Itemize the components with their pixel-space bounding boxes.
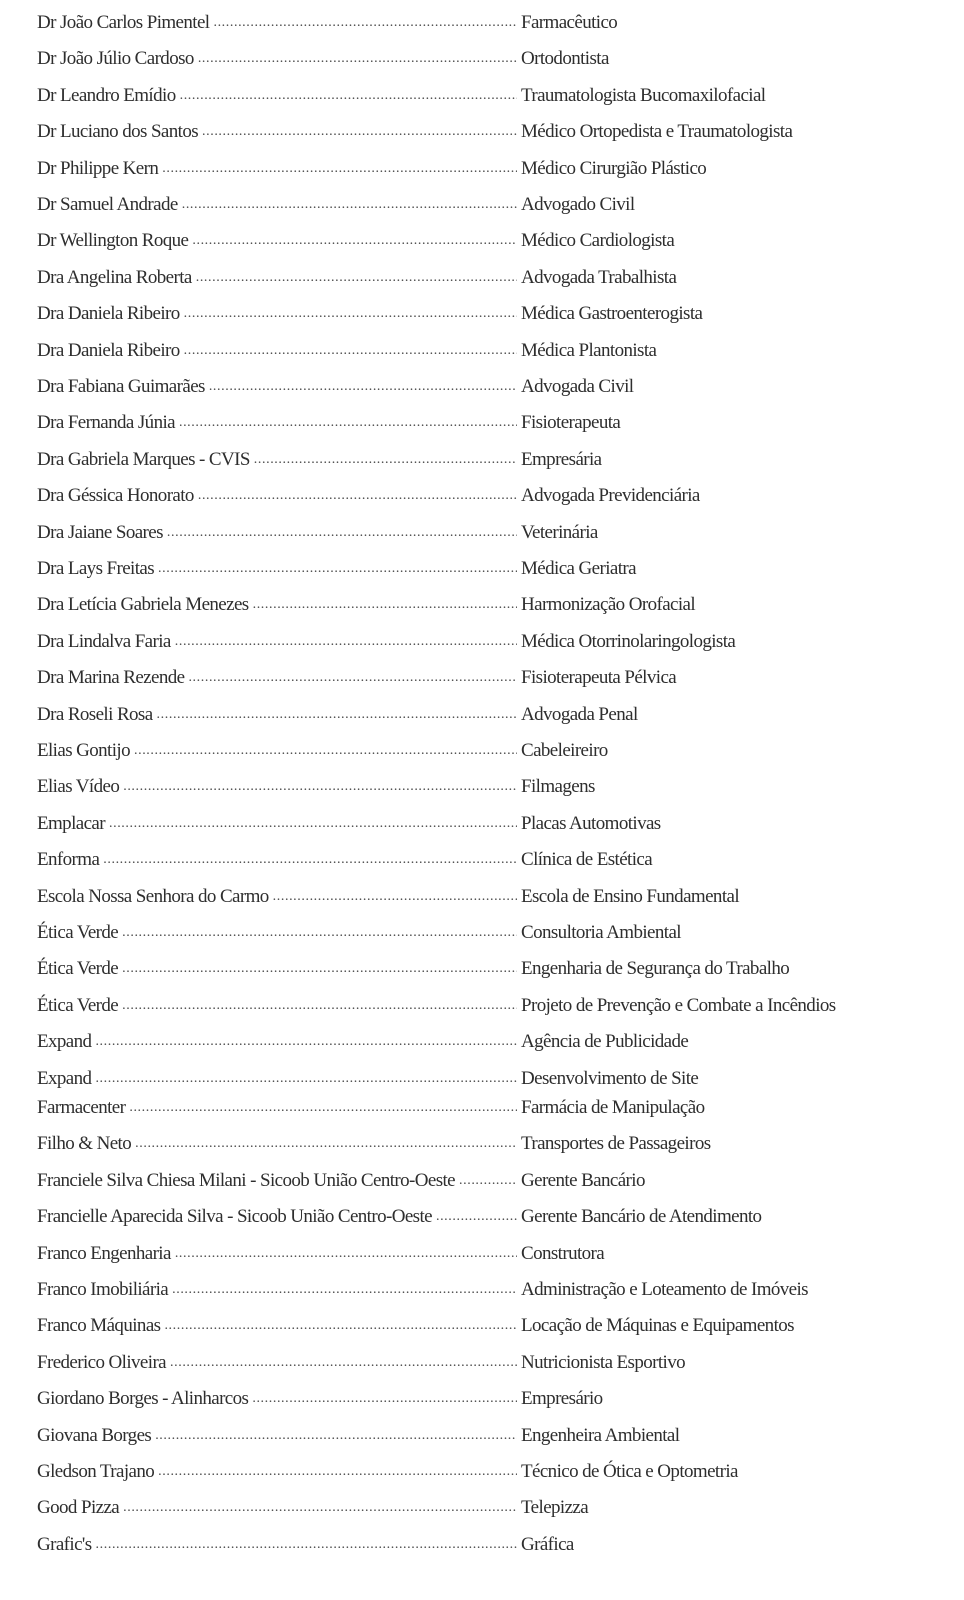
entry-name: Expand bbox=[37, 1029, 95, 1055]
dot-leader bbox=[95, 1029, 517, 1055]
entry-left bbox=[37, 1241, 517, 1267]
entry-role: Fisioterapeuta Pélvica bbox=[521, 667, 677, 689]
entry-left bbox=[37, 884, 517, 910]
directory-entry bbox=[37, 1495, 937, 1521]
entry-name: Elias Vídeo bbox=[37, 774, 123, 800]
directory-entry bbox=[37, 1277, 937, 1303]
entry-name: Emplacar bbox=[37, 811, 109, 837]
dot-leader bbox=[188, 665, 517, 691]
entry-role: Advogada Trabalhista bbox=[521, 266, 677, 288]
entry-role: Gráfica bbox=[521, 1533, 574, 1555]
directory-entry bbox=[37, 884, 937, 910]
dot-leader bbox=[254, 447, 517, 473]
entry-left bbox=[37, 46, 517, 72]
entry-name: Dra Fernanda Júnia bbox=[37, 410, 179, 436]
directory-entry bbox=[37, 156, 937, 182]
directory-entry bbox=[37, 847, 937, 873]
directory-entry bbox=[37, 265, 937, 291]
dot-leader bbox=[96, 1532, 517, 1558]
directory-entry bbox=[37, 1168, 937, 1194]
entry-left bbox=[37, 1459, 517, 1485]
entry-role: Traumatologista Bucomaxilofacial bbox=[521, 84, 766, 106]
directory-entry bbox=[37, 1095, 937, 1121]
entry-name: Ética Verde bbox=[37, 993, 122, 1019]
entry-role: Engenheira Ambiental bbox=[521, 1424, 680, 1446]
entry-role: Construtora bbox=[521, 1242, 605, 1264]
entry-role: Escola de Ensino Fundamental bbox=[521, 885, 740, 907]
entry-name: Giovana Borges bbox=[37, 1423, 155, 1449]
dot-leader bbox=[459, 1168, 517, 1194]
dot-leader bbox=[95, 1066, 517, 1092]
entry-left bbox=[37, 774, 517, 800]
entry-role: Médica Geriatra bbox=[521, 558, 636, 579]
entry-name: Franco Máquinas bbox=[37, 1313, 164, 1339]
entry-name: Dr João Júlio Cardoso bbox=[37, 46, 198, 72]
entry-name: Dra Daniela Ribeiro bbox=[37, 338, 184, 364]
entry-left bbox=[37, 1168, 517, 1194]
entry-role: Médica Gastroenterogista bbox=[521, 303, 703, 325]
directory-entry bbox=[37, 10, 937, 36]
directory-entry bbox=[37, 1029, 937, 1055]
entry-name: Farmacenter bbox=[37, 1095, 129, 1121]
entry-left bbox=[37, 1066, 517, 1092]
directory-entry bbox=[37, 556, 937, 582]
directory-entry bbox=[37, 738, 937, 764]
entry-role: Técnico de Ótica e Optometria bbox=[521, 1461, 738, 1482]
dot-leader bbox=[184, 338, 517, 364]
entry-name: Francielle Aparecida Silva - Sicoob União Centro-Oeste bbox=[37, 1204, 436, 1230]
dot-leader bbox=[164, 1313, 517, 1339]
entry-name: Dra Géssica Honorato bbox=[37, 483, 198, 509]
directory-entry bbox=[37, 993, 937, 1019]
entry-left bbox=[37, 119, 517, 145]
entry-left bbox=[37, 156, 517, 182]
entry-role: Médico Cardiologista bbox=[521, 230, 675, 252]
dot-leader bbox=[155, 1423, 517, 1449]
directory-entry bbox=[37, 629, 937, 655]
entry-name: Elias Gontijo bbox=[37, 738, 134, 764]
entry-left bbox=[37, 338, 517, 364]
entry-role: Projeto de Prevenção e Combate a Incêndios bbox=[521, 994, 836, 1016]
entry-left bbox=[37, 265, 517, 291]
entry-name: Dra Lays Freitas bbox=[37, 556, 158, 582]
dot-leader bbox=[122, 993, 517, 1019]
directory-entry bbox=[37, 920, 937, 946]
entry-role: Farmacêutico bbox=[521, 12, 618, 33]
directory-entry bbox=[37, 1241, 937, 1267]
entry-left bbox=[37, 10, 517, 36]
dot-leader bbox=[170, 1350, 517, 1376]
entry-role: Gerente Bancário bbox=[521, 1169, 645, 1191]
directory-entry bbox=[37, 1204, 937, 1230]
entry-role: Veterinária bbox=[521, 521, 598, 543]
entry-role: Empresário bbox=[521, 1388, 603, 1410]
dot-leader bbox=[134, 738, 517, 764]
dot-leader bbox=[182, 192, 517, 218]
entry-name: Dr João Carlos Pimentel bbox=[37, 10, 213, 36]
entry-left bbox=[37, 301, 517, 327]
entry-role: Administração e Loteamento de Imóveis bbox=[521, 1279, 808, 1300]
directory-entry bbox=[37, 1459, 937, 1485]
entry-role: Filmagens bbox=[521, 776, 595, 798]
entry-name: Good Pizza bbox=[37, 1495, 123, 1521]
entry-name: Giordano Borges - Alinharcos bbox=[37, 1386, 252, 1412]
entry-name: Dra Daniela Ribeiro bbox=[37, 301, 184, 327]
entry-role: Nutricionista Esportivo bbox=[521, 1351, 686, 1373]
entry-name: Ética Verde bbox=[37, 920, 122, 946]
directory-entry bbox=[37, 811, 937, 837]
entry-left bbox=[37, 1277, 517, 1303]
entry-left bbox=[37, 483, 517, 509]
entry-left bbox=[37, 520, 517, 546]
dot-leader bbox=[196, 265, 517, 291]
dot-leader bbox=[122, 920, 517, 946]
entry-role: Médica Plantonista bbox=[521, 339, 657, 361]
entry-left bbox=[37, 1029, 517, 1055]
entry-name: Escola Nossa Senhora do Carmo bbox=[37, 884, 273, 910]
entry-left bbox=[37, 993, 517, 1019]
dot-leader bbox=[180, 83, 517, 109]
entry-left bbox=[37, 738, 517, 764]
entry-name: Franciele Silva Chiesa Milani - Sicoob União Centro-Oeste bbox=[37, 1168, 459, 1194]
dot-leader bbox=[167, 520, 517, 546]
directory-entry bbox=[37, 956, 937, 982]
directory-entry bbox=[37, 46, 937, 72]
dot-leader bbox=[198, 46, 517, 72]
entry-left bbox=[37, 847, 517, 873]
entry-left bbox=[37, 629, 517, 655]
dot-leader bbox=[172, 1277, 517, 1303]
entry-name: Enforma bbox=[37, 847, 103, 873]
entry-left bbox=[37, 447, 517, 473]
entry-left bbox=[37, 83, 517, 109]
entry-left bbox=[37, 228, 517, 254]
dot-leader bbox=[192, 228, 517, 254]
directory-entry bbox=[37, 301, 937, 327]
dot-leader bbox=[123, 774, 517, 800]
entry-left bbox=[37, 374, 517, 400]
directory-entry bbox=[37, 1386, 937, 1412]
directory-entry bbox=[37, 338, 937, 364]
entry-role: Clínica de Estética bbox=[521, 849, 653, 871]
dot-leader bbox=[202, 119, 517, 145]
dot-leader bbox=[253, 592, 517, 618]
directory-entry bbox=[37, 774, 937, 800]
entry-role: Transportes de Passageiros bbox=[521, 1133, 711, 1155]
entry-role: Advogada Previdenciária bbox=[521, 485, 700, 507]
entry-role: Harmonização Orofacial bbox=[521, 594, 696, 616]
entry-left bbox=[37, 1204, 517, 1230]
entry-name: Dra Fabiana Guimarães bbox=[37, 374, 209, 400]
directory-entry bbox=[37, 83, 937, 109]
entry-left bbox=[37, 702, 517, 728]
entry-role: Fisioterapeuta bbox=[521, 412, 621, 434]
entry-left bbox=[37, 192, 517, 218]
dot-leader bbox=[198, 483, 517, 509]
directory-entry bbox=[37, 1532, 937, 1558]
dot-leader bbox=[184, 301, 517, 327]
directory-entry bbox=[37, 447, 937, 473]
entry-left bbox=[37, 1495, 517, 1521]
entry-left bbox=[37, 1386, 517, 1412]
dot-leader bbox=[179, 410, 517, 436]
dot-leader bbox=[158, 556, 517, 582]
entry-role: Engenharia de Segurança do Trabalho bbox=[521, 958, 790, 980]
dot-leader bbox=[135, 1131, 517, 1157]
entry-left bbox=[37, 665, 517, 691]
directory-entry bbox=[37, 1423, 937, 1449]
directory-entry bbox=[37, 520, 937, 546]
entry-left bbox=[37, 556, 517, 582]
dot-leader bbox=[103, 847, 517, 873]
entry-name: Dra Marina Rezende bbox=[37, 665, 188, 691]
directory-entry bbox=[37, 1313, 937, 1339]
dot-leader bbox=[109, 811, 517, 837]
entry-role: Farmácia de Manipulação bbox=[521, 1097, 705, 1118]
dot-leader bbox=[175, 629, 517, 655]
entry-role: Médico Cirurgião Plástico bbox=[521, 157, 707, 179]
entry-left bbox=[37, 920, 517, 946]
dot-leader bbox=[273, 884, 517, 910]
entry-name: Dra Letícia Gabriela Menezes bbox=[37, 592, 253, 618]
entry-role: Agência de Publicidade bbox=[521, 1031, 689, 1053]
entry-name: Dra Angelina Roberta bbox=[37, 265, 196, 291]
entry-role: Desenvolvimento de Site bbox=[521, 1067, 699, 1089]
dot-leader bbox=[252, 1386, 517, 1412]
entry-name: Dra Gabriela Marques - CVIS bbox=[37, 447, 254, 473]
entry-name: Gledson Trajano bbox=[37, 1459, 158, 1485]
entry-role: Advogada Civil bbox=[521, 376, 634, 397]
dot-leader bbox=[123, 1495, 517, 1521]
entry-name: Dr Samuel Andrade bbox=[37, 192, 182, 218]
directory-entry bbox=[37, 592, 937, 618]
entry-name: Dra Jaiane Soares bbox=[37, 520, 167, 546]
entry-left bbox=[37, 1131, 517, 1157]
entry-name: Filho & Neto bbox=[37, 1131, 135, 1157]
entry-left bbox=[37, 1532, 517, 1558]
directory-entry bbox=[37, 410, 937, 436]
entry-left bbox=[37, 1313, 517, 1339]
entry-name: Ética Verde bbox=[37, 956, 122, 982]
entry-role: Locação de Máquinas e Equipamentos bbox=[521, 1315, 794, 1337]
directory-entry bbox=[37, 702, 937, 728]
entry-left bbox=[37, 956, 517, 982]
entry-name: Dra Lindalva Faria bbox=[37, 629, 175, 655]
entry-role: Telepizza bbox=[521, 1497, 589, 1519]
directory-entry bbox=[37, 1066, 937, 1092]
dot-leader bbox=[213, 10, 517, 36]
entry-name: Dra Roseli Rosa bbox=[37, 702, 157, 728]
entry-role: Consultoria Ambiental bbox=[521, 922, 681, 943]
entry-left bbox=[37, 1350, 517, 1376]
entry-role: Ortodontista bbox=[521, 48, 609, 70]
entry-role: Empresária bbox=[521, 448, 602, 470]
directory-entry bbox=[37, 119, 937, 145]
entry-role: Cabeleireiro bbox=[521, 740, 608, 761]
entry-name: Franco Imobiliária bbox=[37, 1277, 172, 1303]
directory-entry bbox=[37, 228, 937, 254]
dot-leader bbox=[209, 374, 517, 400]
entry-left bbox=[37, 1095, 517, 1121]
dot-leader bbox=[175, 1241, 517, 1267]
entry-role: Advogado Civil bbox=[521, 194, 635, 215]
directory-entry bbox=[37, 374, 937, 400]
dot-leader bbox=[122, 956, 517, 982]
dot-leader bbox=[162, 156, 517, 182]
dot-leader bbox=[157, 702, 517, 728]
dot-leader bbox=[436, 1204, 517, 1230]
entry-name: Frederico Oliveira bbox=[37, 1350, 170, 1376]
entry-name: Franco Engenharia bbox=[37, 1241, 175, 1267]
entry-left bbox=[37, 592, 517, 618]
entry-name: Dr Wellington Roque bbox=[37, 228, 192, 254]
entry-left bbox=[37, 1423, 517, 1449]
entry-role: Advogada Penal bbox=[521, 703, 638, 725]
entry-name: Expand bbox=[37, 1066, 95, 1092]
dot-leader bbox=[158, 1459, 517, 1485]
entry-role: Médica Otorrinolaringologista bbox=[521, 630, 736, 652]
entry-role: Gerente Bancário de Atendimento bbox=[521, 1206, 762, 1228]
directory-entry bbox=[37, 483, 937, 509]
entry-name: Dr Leandro Emídio bbox=[37, 83, 180, 109]
entry-name: Grafic's bbox=[37, 1532, 96, 1558]
directory-entry bbox=[37, 192, 937, 218]
entry-left bbox=[37, 811, 517, 837]
directory-entry bbox=[37, 665, 937, 691]
entry-name: Dr Philippe Kern bbox=[37, 156, 162, 182]
directory-entry bbox=[37, 1350, 937, 1376]
entry-role: Placas Automotivas bbox=[521, 812, 661, 834]
entry-role: Médico Ortopedista e Traumatologista bbox=[521, 121, 793, 143]
dot-leader bbox=[129, 1095, 517, 1121]
entry-left bbox=[37, 410, 517, 436]
entry-name: Dr Luciano dos Santos bbox=[37, 119, 202, 145]
directory-entry bbox=[37, 1131, 937, 1157]
